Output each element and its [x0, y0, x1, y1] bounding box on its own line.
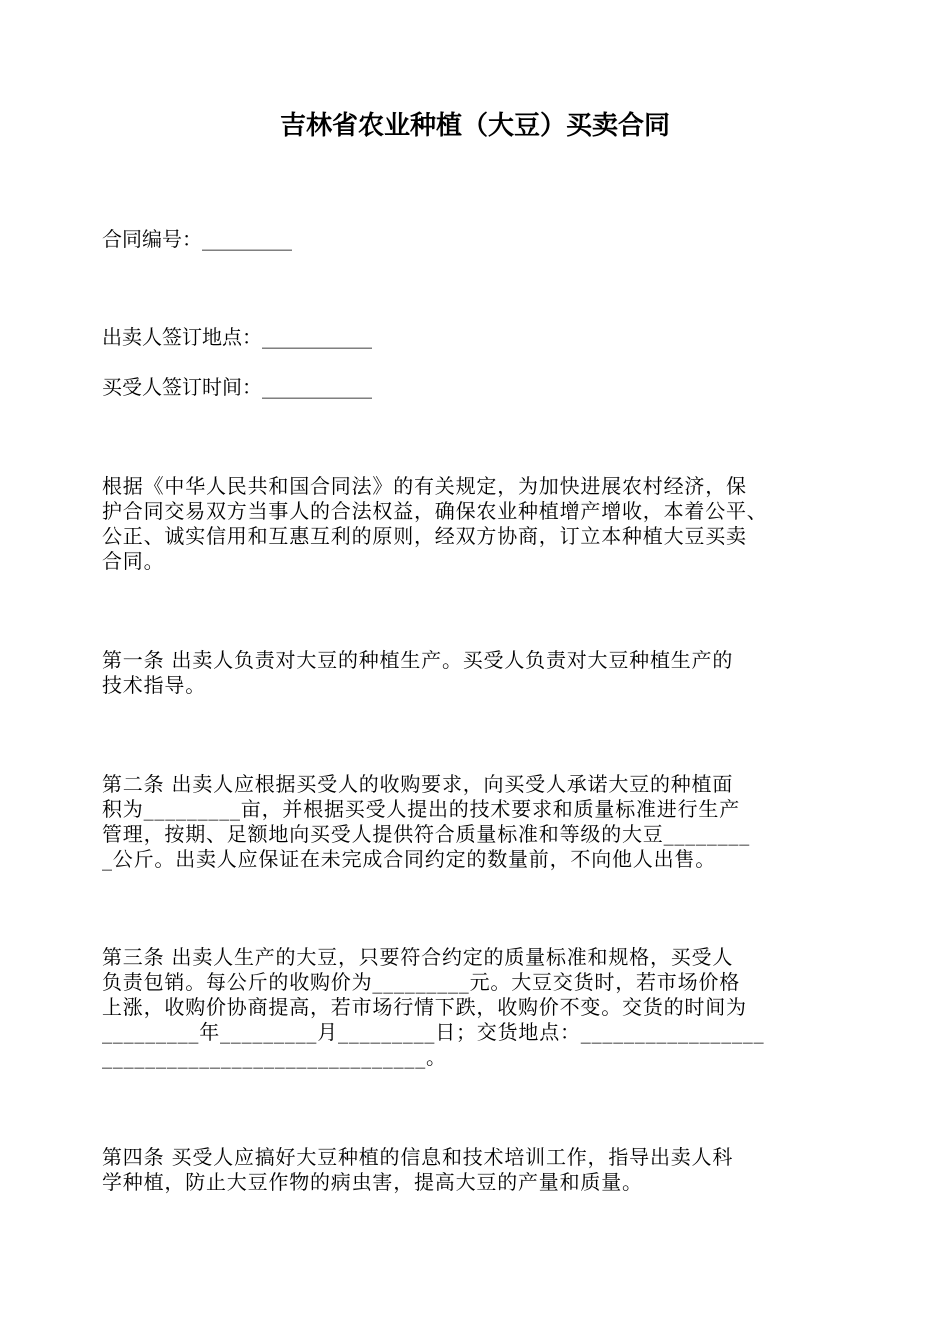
document-title: 吉林省农业种植（大豆）买卖合同: [279, 111, 670, 141]
preamble-line: 护合同交易双方当事人的合法权益，确保农业种植增产增收，本着公平、: [102, 499, 768, 523]
preamble-paragraph: [102, 474, 854, 574]
article-line: 第一条 出卖人负责对大豆的种植生产。买受人负责对大豆种植生产的: [102, 648, 734, 672]
article-line: 第二条 出卖人应根据买受人的收购要求，向买受人承诺大豆的种植面: [102, 772, 734, 796]
contract-number: 合同编号：_________: [102, 227, 292, 251]
buyer-signing-time: 买受人签订时间：___________: [102, 375, 372, 399]
article-line: 上涨，收购价协商提高，若市场行情下跌，收购价不变。交货的时间为: [102, 995, 747, 1019]
preamble-line: 根据《中华人民共和国合同法》的有关规定，为加快进展农村经济，保: [102, 474, 747, 498]
article-line: ______________________________。: [102, 1045, 447, 1069]
article-3: [102, 945, 854, 1070]
article-line: 第三条 出卖人生产的大豆，只要符合约定的质量标准和规格，买受人: [102, 945, 734, 969]
seller-signing-location: 出卖人签订地点：___________: [102, 325, 372, 349]
article-line: _________年_________月_________日；交货地点：_________________: [102, 1020, 765, 1044]
article-line: 积为_________亩，并根据买受人提出的技术要求和质量标准进行生产: [102, 797, 740, 821]
article-4: [102, 1145, 854, 1195]
preamble-line: 公正、诚实信用和互惠互利的原则，经双方协商，订立本种植大豆买卖: [102, 524, 747, 548]
preamble-line: 合同。: [102, 549, 165, 573]
article-line: _公斤。出卖人应保证在未完成合同约定的数量前，不向他人出售。: [102, 847, 716, 871]
article-line: 负责包销。每公斤的收购价为_________元。大豆交货时，若市场价格: [102, 970, 740, 994]
article-line: 管理，按期、足额地向买受人提供符合质量标准和等级的大豆________: [102, 822, 750, 846]
article-1: [102, 648, 854, 698]
article-2: [102, 772, 854, 872]
article-line: 技术指导。: [102, 673, 206, 697]
article-line: 学种植，防止大豆作物的病虫害，提高大豆的产量和质量。: [102, 1170, 643, 1194]
article-line: 第四条 买受人应搞好大豆种植的信息和技术培训工作，指导出卖人科: [102, 1145, 734, 1169]
